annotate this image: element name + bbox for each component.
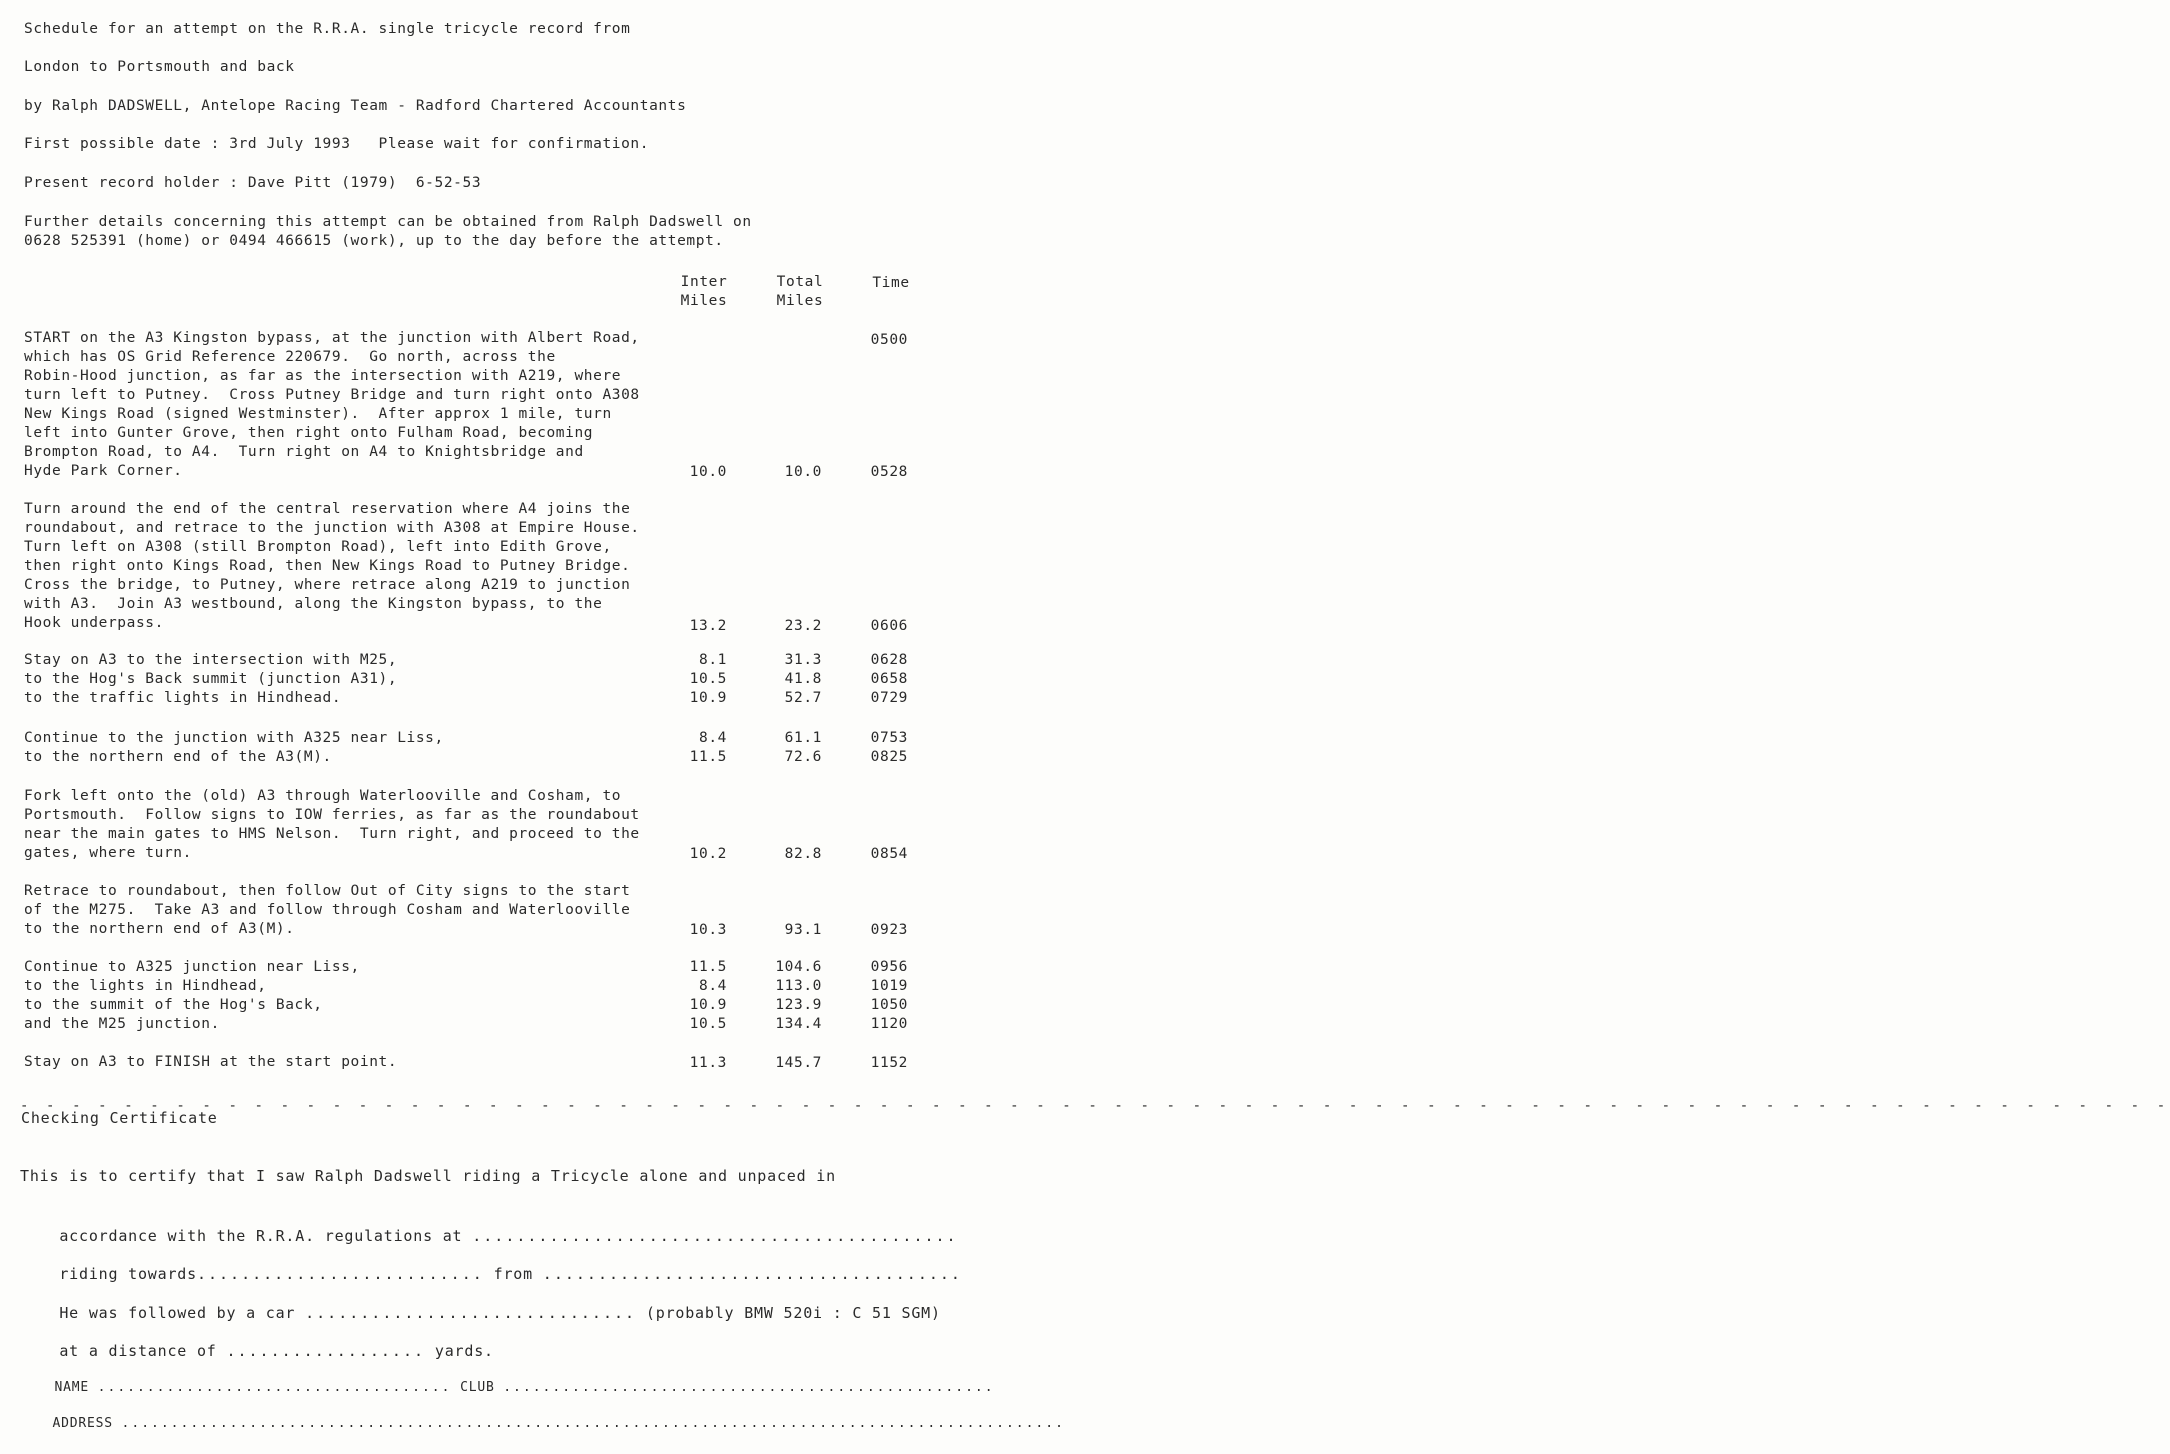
row-time-value: 1019 (870, 978, 908, 994)
row-time-value: 0500 (870, 332, 908, 348)
route-text-line: and the M25 junction. (24, 1016, 220, 1032)
route-text-line: to the summit of the Hog's Back, (24, 997, 323, 1013)
col-inter-heading-2: Miles (680, 293, 728, 309)
col-time-heading: Time (872, 275, 910, 291)
row-total-value: 52.7 (784, 690, 822, 706)
route-text-line: roundabout, and retrace to the junction with A308 at Empire House. (24, 520, 640, 536)
from-field[interactable]: ...................................... (542, 1265, 962, 1283)
header-line-3: by Ralph DADSWELL, Antelope Racing Team - Radford Chartered Accountants (24, 98, 687, 114)
row-inter-value: 8.4 (699, 978, 727, 994)
row-time-value: 0825 (870, 749, 908, 765)
row-inter-value: 10.5 (689, 1016, 727, 1032)
car-field[interactable]: .............................. (305, 1304, 637, 1322)
route-text-line: to the Hog's Back summit (junction A31), (24, 671, 398, 687)
header-line-4: First possible date : 3rd July 1993 Please wait for confirmation. (24, 136, 650, 152)
address-label: ADDRESS (52, 1416, 113, 1431)
row-total-value: 61.1 (784, 730, 822, 746)
riding-towards-label: riding towards (59, 1265, 197, 1283)
club-label: CLUB (460, 1380, 495, 1395)
row-inter-value: 8.1 (699, 652, 727, 668)
header-line-6: Further details concerning this attempt can be obtained from Ralph Dadswell on (24, 214, 752, 230)
row-total-value: 145.7 (775, 1055, 822, 1071)
row-total-value: 82.8 (784, 846, 822, 862)
route-text-line: gates, where turn. (24, 845, 192, 861)
row-total-value: 23.2 (784, 618, 822, 634)
row-inter-value: 10.9 (689, 997, 727, 1013)
name-field[interactable]: .................................... (97, 1380, 452, 1395)
row-inter-value: 10.9 (689, 690, 727, 706)
followed-by-label: He was followed by a car (59, 1304, 296, 1322)
from-label: from (493, 1265, 533, 1283)
route-text-line: with A3. Join A3 westbound, along the Kingston bypass, to the (24, 596, 603, 612)
certificate-line-2-label: accordance with the R.R.A. regulations at (59, 1227, 463, 1245)
address-line (18, 1394, 1065, 1454)
row-inter-value: 10.0 (689, 464, 727, 480)
row-total-value: 134.4 (775, 1016, 822, 1032)
row-time-value: 0729 (870, 690, 908, 706)
distance-label: at a distance of (59, 1342, 217, 1360)
route-text-line: Brompton Road, to A4. Turn right on A4 to Knightsbridge and (24, 444, 584, 460)
row-time-value: 0606 (870, 618, 908, 634)
club-field[interactable]: .................................................. (503, 1380, 995, 1395)
name-label: NAME (54, 1380, 90, 1395)
route-text-line: which has OS Grid Reference 220679. Go north, across the (24, 349, 556, 365)
header-line-1: Schedule for an attempt on the R.R.A. single tricycle record from (24, 21, 631, 37)
route-text-line: Hyde Park Corner. (24, 463, 183, 479)
route-text-line: left into Gunter Grove, then right onto Fulham Road, becoming (24, 425, 594, 441)
row-time-value: 0528 (870, 464, 908, 480)
route-text-line: to the northern end of A3(M). (24, 921, 295, 937)
certificate-title: Checking Certificate (21, 1109, 218, 1127)
route-text-line: New Kings Road (signed Westminster). After approx 1 mile, turn (24, 406, 612, 422)
route-text-line: to the traffic lights in Hindhead. (24, 690, 342, 706)
row-inter-value: 11.3 (689, 1055, 727, 1071)
row-time-value: 0628 (870, 652, 908, 668)
header-line-2: London to Portsmouth and back (24, 59, 295, 75)
riding-towards-field[interactable]: .......................... (196, 1265, 484, 1283)
row-total-value: 31.3 (784, 652, 822, 668)
yards-label: yards. (434, 1342, 494, 1360)
row-inter-value: 10.2 (689, 846, 727, 862)
route-text-line: Cross the bridge, to Putney, where retrace along A219 to junction (24, 577, 631, 593)
route-text-line: Turn around the end of the central reservation where A4 joins the (24, 501, 631, 517)
row-inter-value: 11.5 (689, 749, 727, 765)
route-text-line: turn left to Putney. Cross Putney Bridge and turn right onto A308 (24, 387, 640, 403)
distance-field[interactable]: .................. (226, 1342, 426, 1360)
row-total-value: 123.9 (775, 997, 822, 1013)
row-time-value: 0753 (870, 730, 908, 746)
route-text-line: Hook underpass. (24, 615, 164, 631)
route-text-line: Retrace to roundabout, then follow Out of City signs to the start (24, 883, 631, 899)
row-inter-value: 11.5 (689, 959, 727, 975)
separator-line: - - - - - - - - - - - - - - - - - - - - - - - - - - - - - - - - - - - - - - - - - - - - - - - - - - - - - - - - - - - - - - - - - - - - - - - - - - - - - - - - - - - (20, 1098, 2170, 1114)
route-text-line: Robin-Hood junction, as far as the intersection with A219, where (24, 368, 622, 384)
row-total-value: 113.0 (775, 978, 822, 994)
location-field[interactable]: ............................................ (472, 1227, 958, 1245)
route-text-line: Stay on A3 to the intersection with M25, (24, 652, 398, 668)
row-time-value: 1152 (870, 1055, 908, 1071)
col-total-heading-1: Total (776, 274, 824, 290)
row-total-value: 72.6 (784, 749, 822, 765)
route-text-line: START on the A3 Kingston bypass, at the junction with Albert Road, (24, 330, 640, 346)
row-time-value: 1050 (870, 997, 908, 1013)
route-text-line: of the M275. Take A3 and follow through Cosham and Waterlooville (24, 902, 631, 918)
route-text-line: Turn left on A308 (still Brompton Road), left into Edith Grove, (24, 539, 612, 555)
row-inter-value: 10.5 (689, 671, 727, 687)
col-inter-heading-1: Inter (680, 274, 728, 290)
route-text-line: Fork left onto the (old) A3 through Waterlooville and Cosham, to (24, 788, 622, 804)
row-inter-value: 8.4 (699, 730, 727, 746)
row-total-value: 93.1 (784, 922, 822, 938)
route-text-line: Stay on A3 to FINISH at the start point. (24, 1054, 398, 1070)
row-time-value: 0923 (870, 922, 908, 938)
header-line-5: Present record holder : Dave Pitt (1979) 6-52-53 (24, 175, 482, 191)
col-total-heading-2: Miles (776, 293, 824, 309)
route-text-line: to the northern end of the A3(M). (24, 749, 332, 765)
certificate-line-1: This is to certify that I saw Ralph Dadswell riding a Tricycle alone and unpaced in (20, 1167, 836, 1185)
address-field[interactable]: ................................................................................................ (121, 1416, 1065, 1431)
row-time-value: 0658 (870, 671, 908, 687)
row-total-value: 104.6 (775, 959, 822, 975)
row-total-value: 10.0 (784, 464, 822, 480)
row-time-value: 0956 (870, 959, 908, 975)
route-text-line: then right onto Kings Road, then New Kings Road to Putney Bridge. (24, 558, 631, 574)
route-text-line: Continue to the junction with A325 near Liss, (24, 730, 444, 746)
row-inter-value: 10.3 (689, 922, 727, 938)
row-time-value: 0854 (870, 846, 908, 862)
car-note: (probably BMW 520i : C 51 SGM) (645, 1304, 941, 1322)
route-text-line: near the main gates to HMS Nelson. Turn right, and proceed to the (24, 826, 640, 842)
row-total-value: 41.8 (784, 671, 822, 687)
row-time-value: 1120 (870, 1016, 908, 1032)
header-line-7: 0628 525391 (home) or 0494 466615 (work), up to the day before the attempt. (24, 233, 724, 249)
route-text-line: Continue to A325 junction near Liss, (24, 959, 360, 975)
route-text-line: Portsmouth. Follow signs to IOW ferries, as far as the roundabout (24, 807, 640, 823)
route-text-line: to the lights in Hindhead, (24, 978, 267, 994)
row-inter-value: 13.2 (689, 618, 727, 634)
